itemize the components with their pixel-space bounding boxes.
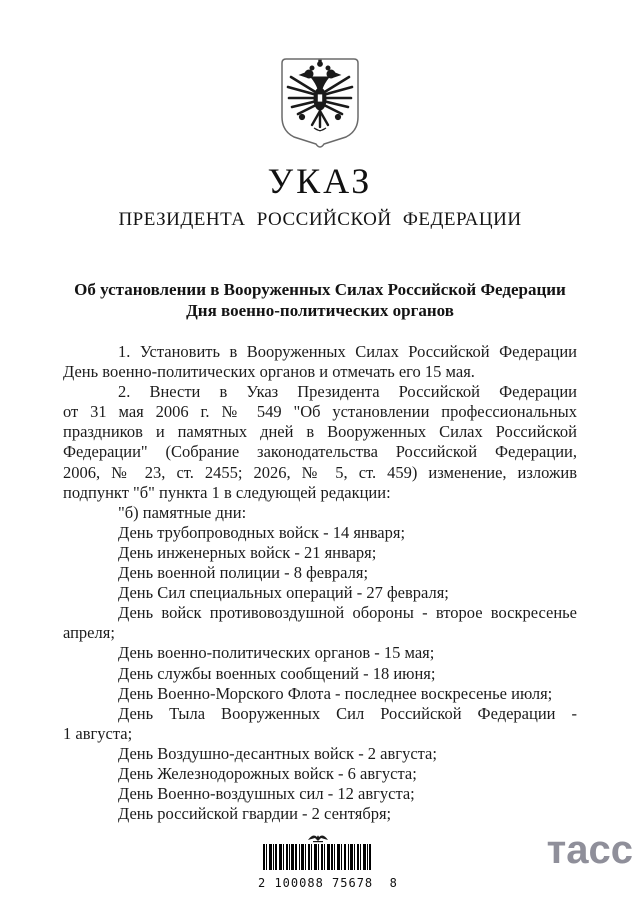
body-line: День трубопроводных войск - 14 января; [118,522,406,542]
body-line: День российской гвардии - 2 сентября; [118,804,392,824]
body-line: от 31 мая 2006 г. № 549 "Об установлении профессиональных [63,402,577,422]
body-line: День инженерных войск - 21 января; [118,542,377,562]
body-line: День Военно-Морского Флота - последнее воскресенье июля; [118,683,553,703]
small-eagle-mark-icon [305,831,331,843]
body-line: 1. Установить в Вооруженных Силах Российской Федерации [118,342,577,361]
body-line: День военной полиции - 8 февраля; [118,563,369,583]
barcode-block [258,831,398,890]
decree-type-title: УКАЗ [267,161,373,201]
barcode-number: 2 100088 75678 8 [258,876,398,890]
body-line: День военно-политических органов - 15 мая; [118,643,435,663]
body-line: День Сил специальных операций - 27 февраля; [118,583,449,603]
body-line: День Железнодорожных войск - 6 августа; [118,763,417,783]
coat-of-arms-icon [278,57,362,151]
barcode-image [263,844,373,870]
subject-heading-line-1: Об установлении в Вооруженных Силах Российской Федерации [74,280,566,299]
body-line: День Военно-воздушных сил - 12 августа; [118,784,415,804]
body-line: 2006, № 23, ст. 2455; 2026, № 5, ст. 459) изменение, изложив [63,462,577,482]
tass-watermark: тасс [546,828,633,872]
body-line: подпункт "б" пункта 1 в следующей редакции: [63,482,391,502]
decree-issuer-line: ПРЕЗИДЕНТА РОССИЙСКОЙ ФЕДЕРАЦИИ [118,209,522,230]
subject-heading-line-2: Дня военно-политических органов [186,301,454,320]
body-line: 1 августа; [63,723,133,743]
body-line: 2. Внести в Указ Президента Российской Федерации [118,382,577,402]
body-line: День военно-политических органов и отмечать его 15 мая. [63,362,475,382]
body-line: День службы военных сообщений - 18 июня; [118,663,436,683]
subject-heading [40,279,600,321]
body-line: День Тыла Вооруженных Сил Российской Федерации - [118,703,577,723]
body-line: "б) памятные дни: [118,502,247,522]
body-line: Федерации" (Собрание законодательства Российской Федерации, [63,442,577,462]
body-line: День войск противовоздушной обороны - второе воскресенье [118,603,577,623]
body-line: апреля; [63,623,115,643]
body-line: День Воздушно-десантных войск - 2 августа; [118,743,437,763]
body-line: праздников и памятных дней в Вооруженных Силах Российской [63,422,577,442]
decree-body [63,342,577,824]
